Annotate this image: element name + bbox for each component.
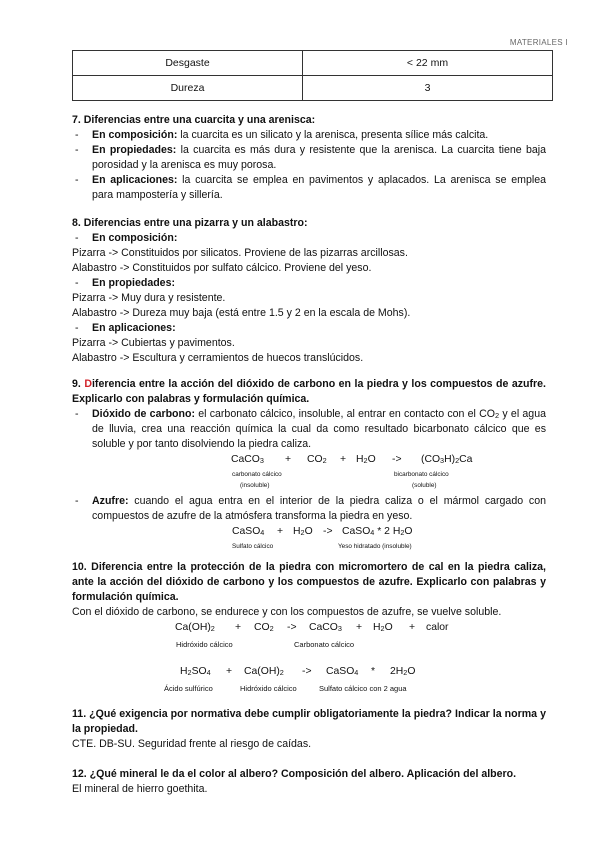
question-12 bbox=[72, 767, 546, 797]
table-cell-value: < 22 mm bbox=[303, 51, 553, 76]
question-7 bbox=[72, 113, 546, 203]
answer-line: Pizarra -> Muy dura y resistente. bbox=[72, 292, 226, 304]
plus: + bbox=[340, 454, 347, 465]
table-cell-property: Dureza bbox=[73, 76, 303, 101]
item-text: la cuarcita se emplea en pavimentos y aplacados. La arenisca se emplea para mampostería y sillería. bbox=[92, 174, 546, 201]
arrow: -> bbox=[323, 526, 333, 537]
star: * bbox=[371, 666, 376, 677]
reactant: CaCO$_3$ bbox=[231, 454, 264, 465]
formula-label: Hidróxido cálcico bbox=[240, 684, 297, 693]
chemical-equation bbox=[72, 664, 546, 694]
reactant: $CO_2$ bbox=[307, 454, 327, 465]
page-header: MATERIALES I bbox=[509, 38, 568, 47]
product: calor bbox=[426, 622, 449, 633]
list-item bbox=[72, 407, 546, 452]
formula-label: Carbonato cálcico bbox=[294, 640, 355, 649]
item-text: el carbonato cálcico, insoluble, al entrar en contacto con el CO bbox=[195, 408, 496, 420]
item-text: cuando el agua entra en el interior de la piedra caliza o el mármol cargado con compuestos de azufre de la atmósfera transforma la piedra en yeso. bbox=[92, 495, 546, 522]
answer-list bbox=[72, 407, 546, 452]
answer-line: Alabastro -> Dureza muy baja (está entre 1.5 y 2 en la escala de Mohs). bbox=[72, 307, 411, 319]
plus: + bbox=[277, 526, 284, 537]
item-label: En propiedades: bbox=[92, 144, 177, 156]
plus: + bbox=[409, 622, 416, 633]
reactant: $H_2O$ bbox=[356, 454, 376, 465]
answer-line: Alabastro -> Constituidos por sulfato cálcico. Proviene del yeso. bbox=[72, 262, 372, 274]
plus: + bbox=[235, 622, 242, 633]
arrow: -> bbox=[302, 666, 312, 677]
reactant: $Ca(OH)_2$ bbox=[175, 622, 215, 633]
question-title bbox=[72, 377, 546, 407]
reactant: CaSO$_4$ bbox=[232, 526, 265, 537]
red-initial: D bbox=[84, 378, 92, 390]
question-11 bbox=[72, 707, 546, 752]
question-title: 7. Diferencias entre una cuarcita y una arenisca: bbox=[72, 114, 316, 126]
question-10 bbox=[72, 560, 546, 694]
list-item bbox=[72, 321, 546, 336]
list-item bbox=[72, 494, 546, 524]
list-item bbox=[72, 231, 546, 246]
item-text: la cuarcita es más dura y resistente que la arenisca. La cuarcita tiene baja porosidad y la arenisca es muy porosa. bbox=[92, 144, 546, 171]
answer-list bbox=[72, 494, 546, 524]
formula-label: Ácido sulfúrico bbox=[164, 684, 213, 693]
table-row bbox=[73, 51, 553, 76]
item-label: En aplicaciones: bbox=[92, 322, 176, 334]
list-item bbox=[72, 276, 546, 291]
answer-list bbox=[72, 321, 546, 336]
question-title: 12. ¿Qué mineral le da el color al albero? Composición del albero. Aplicación del albero. bbox=[72, 768, 517, 780]
item-text: la cuarcita es un silicato y la arenisca, presenta sílice más calcita. bbox=[177, 129, 489, 141]
item-label: Dióxido de carbono: bbox=[92, 408, 195, 420]
answer-line: Con el dióxido de carbono, se endurece y con los compuestos de azufre, se vuelve soluble. bbox=[72, 606, 502, 618]
answer-line: Pizarra -> Constituidos por silicatos. Proviene de las pizarras arcillosas. bbox=[72, 247, 408, 259]
answer-list bbox=[72, 231, 546, 246]
answer-line: CTE. DB-SU. Seguridad frente al riesgo de caídas. bbox=[72, 738, 312, 750]
reactant: $H_2SO_4$ bbox=[180, 666, 211, 677]
plus: + bbox=[226, 666, 233, 677]
question-9 bbox=[72, 377, 546, 552]
question-title: 8. Diferencias entre una pizarra y un alabastro: bbox=[72, 217, 308, 229]
plus: + bbox=[356, 622, 363, 633]
formula-label: carbonato cálcico bbox=[232, 471, 282, 478]
formula-label: (soluble) bbox=[412, 482, 437, 489]
arrow: -> bbox=[287, 622, 297, 633]
item-label: En aplicaciones: bbox=[92, 174, 178, 186]
reactant: $CO_2$ bbox=[254, 622, 274, 633]
question-title: 10. Diferencia entre la protección de la piedra con micromortero de cal en la piedra caliza, ante la acción del dióxido de carbono y los compuestos de azufre. Explicarlo con palabras y formulación química. bbox=[72, 561, 546, 603]
product: CaSO$_4$ bbox=[326, 666, 359, 677]
arrow: -> bbox=[392, 454, 402, 465]
item-label: En propiedades: bbox=[92, 277, 175, 289]
answer-list bbox=[72, 276, 546, 291]
properties-table bbox=[72, 50, 553, 101]
table-row bbox=[73, 76, 553, 101]
table-cell-value: 3 bbox=[303, 76, 553, 101]
product: CaSO$_4$ * 2 $H_2O$ bbox=[342, 526, 413, 537]
table-cell-property: Desgaste bbox=[73, 51, 303, 76]
chemical-equation bbox=[72, 452, 546, 494]
item-label: Azufre: bbox=[92, 495, 129, 507]
formula-label: (insoluble) bbox=[240, 482, 270, 489]
product: $2H_2O$ bbox=[390, 666, 416, 677]
subscript: 2 bbox=[495, 411, 500, 420]
product: $(CO_3H)_2Ca$ bbox=[421, 454, 473, 465]
item-label: En composición: bbox=[92, 232, 178, 244]
reactant: $Ca(OH)_2$ bbox=[244, 666, 284, 677]
chemical-equation bbox=[72, 620, 546, 664]
answer-line: El mineral de hierro goethita. bbox=[72, 783, 208, 795]
formula-label: Sulfato cálcico bbox=[232, 543, 274, 550]
list-item bbox=[72, 143, 546, 173]
formula-label: Sulfato cálcico con 2 agua bbox=[319, 684, 407, 693]
list-item bbox=[72, 173, 546, 203]
plus: + bbox=[285, 454, 292, 465]
reactant: $H_2O$ bbox=[293, 526, 313, 537]
list-item bbox=[72, 128, 546, 143]
question-title-text: iferencia entre la acción del dióxido de carbono en la piedra y los compuestos de azufre. Explicarlo con palabras y formulación química. bbox=[72, 378, 547, 405]
question-8 bbox=[72, 216, 546, 366]
formula-label: Hidróxido cálcico bbox=[176, 640, 233, 649]
answer-line: Pizarra -> Cubiertas y pavimentos. bbox=[72, 337, 235, 349]
item-label: En composición: bbox=[92, 129, 178, 141]
chemical-equation bbox=[72, 524, 546, 552]
formula-label: Yeso hidratado (insoluble) bbox=[338, 543, 412, 550]
question-title: 11. ¿Qué exigencia por normativa debe cumplir obligatoriamente la piedra? Indicar la norma y la propiedad. bbox=[72, 708, 546, 735]
answer-line: Alabastro -> Escultura y cerramientos de huecos translúcidos. bbox=[72, 352, 364, 364]
product: CaCO$_3$ bbox=[309, 622, 342, 633]
question-number: 9. bbox=[72, 378, 85, 390]
item-text: y el agua de lluvia, crea una reacción química la cual da como resultado bicarbonato cálcico que es soluble y por tanto disolviendo la piedra caliza. bbox=[92, 408, 546, 450]
answer-list bbox=[72, 128, 546, 203]
product: $H_2O$ bbox=[373, 622, 393, 633]
formula-label: bicarbonato cálcico bbox=[394, 471, 449, 478]
